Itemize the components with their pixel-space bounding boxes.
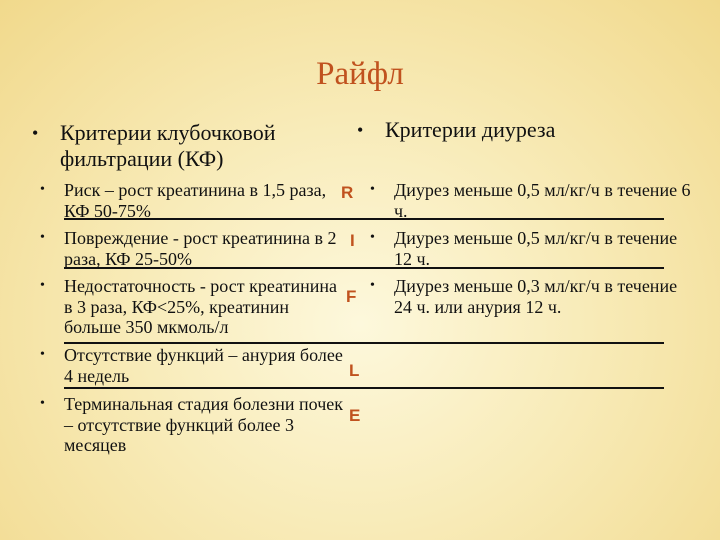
list-item-text: Риск – рост креатинина в 1,5 раза, КФ 50-75% (64, 180, 327, 221)
bullet: • (370, 182, 375, 197)
rifle-letter-i: I (350, 231, 355, 250)
bullet: • (40, 230, 45, 245)
row-divider (64, 342, 664, 344)
list-item-text: Диурез меньше 0,3 мл/кг/ч в течение 24 ч. или анурия 12 ч. (394, 276, 678, 317)
list-item-injury (40, 228, 344, 269)
list-item-text: Отсутствие функций – анурия более 4 недель (64, 345, 343, 386)
rifle-letter-e: E (349, 406, 361, 425)
bullet: • (357, 120, 364, 140)
bullet: • (40, 278, 45, 293)
rifle-letter-f: F (346, 287, 357, 306)
list-item-esrd (40, 394, 344, 456)
diuresis-item-injury (370, 228, 694, 269)
row-divider (64, 387, 664, 389)
list-item-text: Недостаточность - рост креатинина в 3 раза, КФ<25%, креатинин больше 350 мкмоль/л (64, 276, 337, 337)
bullet: • (370, 230, 375, 245)
right-heading-text: Критерии диуреза (385, 117, 556, 142)
list-item-failure (40, 276, 344, 338)
rifle-letter-l: L (349, 361, 360, 380)
bullet: • (40, 347, 45, 362)
left-heading-text: Критерии клубочковой фильтрации (КФ) (60, 120, 276, 171)
diuresis-item-risk (370, 180, 694, 221)
bullet: • (32, 123, 39, 143)
slide-title: Райфл (316, 56, 404, 92)
left-column-heading (32, 120, 350, 172)
bullet: • (370, 278, 375, 293)
list-item-text: Диурез меньше 0,5 мл/кг/ч в течение 6 ч. (394, 180, 691, 221)
list-item-text: Терминальная стадия болезни почек – отсутствие функций более 3 месяцев (64, 394, 343, 455)
list-item-text: Диурез меньше 0,5 мл/кг/ч в течение 12 ч. (394, 228, 678, 269)
rifle-letter-r: R (341, 183, 354, 202)
list-item-loss (40, 345, 344, 386)
list-item-risk (40, 180, 344, 221)
row-divider (64, 218, 664, 220)
bullet: • (40, 396, 45, 411)
row-divider (64, 267, 664, 269)
bullet: • (40, 182, 45, 197)
right-column-heading (357, 117, 685, 143)
diuresis-item-failure (370, 276, 694, 317)
list-item-text: Повреждение - рост креатинина в 2 раза, КФ 25-50% (64, 228, 337, 269)
